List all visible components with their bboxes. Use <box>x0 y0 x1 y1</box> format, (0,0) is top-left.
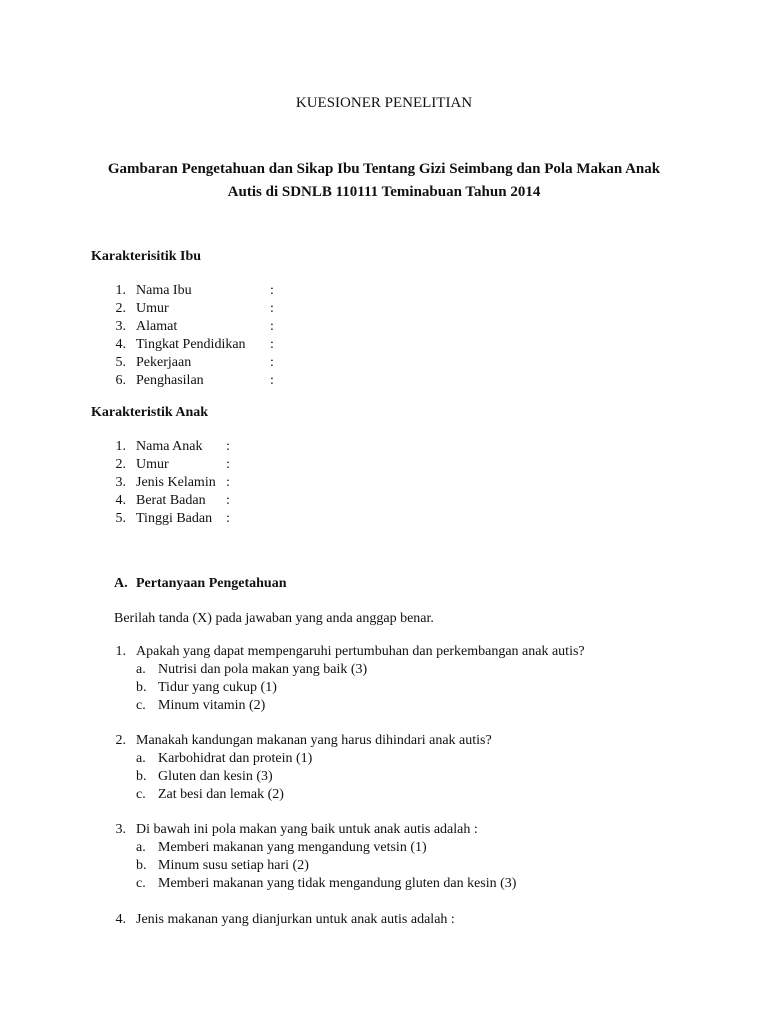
item-label: Nama Ibu <box>136 283 192 298</box>
option-text: Memberi makanan yang mengandung vetsin (1) <box>158 840 427 855</box>
item-colon: : <box>226 493 230 508</box>
item-colon: : <box>226 511 230 526</box>
item-number: 2. <box>115 457 126 472</box>
option-text: Tidur yang cukup (1) <box>158 680 277 695</box>
option-letter: b. <box>136 769 147 784</box>
option-letter: c. <box>136 698 146 713</box>
subtitle-line-1: Gambaran Pengetahuan dan Sikap Ibu Tentang Gizi Seimbang dan Pola Makan Anak <box>107 161 661 177</box>
anak-heading: Karakteristik Anak <box>91 405 209 420</box>
item-label: Pekerjaan <box>136 355 192 370</box>
item-colon: : <box>226 439 230 454</box>
option-text: Minum vitamin (2) <box>158 698 266 713</box>
question-text: Jenis makanan yang dianjurkan untuk anak autis adalah : <box>136 912 455 927</box>
item-label: Jenis Kelamin <box>136 475 216 490</box>
option-text: Zat besi dan lemak (2) <box>158 787 284 802</box>
item-colon: : <box>270 301 274 316</box>
option-text: Gluten dan kesin (3) <box>158 769 273 784</box>
item-number: 4. <box>115 337 126 352</box>
section-letter: A. <box>114 576 128 591</box>
item-number: 2. <box>115 301 126 316</box>
question-number: 4. <box>115 912 126 927</box>
question-number: 3. <box>115 822 126 837</box>
option-letter: a. <box>136 751 146 766</box>
item-number: 6. <box>115 373 126 388</box>
option-text: Karbohidrat dan protein (1) <box>158 751 313 766</box>
question-text: Apakah yang dapat mempengaruhi pertumbuhan dan perkembangan anak autis? <box>136 644 585 659</box>
ibu-heading: Karakterisitik Ibu <box>91 249 202 264</box>
option-letter: c. <box>136 876 146 891</box>
question-text: Di bawah ini pola makan yang baik untuk anak autis adalah : <box>136 822 478 837</box>
question-number: 2. <box>115 733 126 748</box>
option-text: Minum susu setiap hari (2) <box>158 858 309 873</box>
question-text: Manakah kandungan makanan yang harus dihindari anak autis? <box>136 733 492 748</box>
document-title: KUESIONER PENELITIAN <box>295 95 473 111</box>
section-heading: Pertanyaan Pengetahuan <box>136 576 287 591</box>
item-colon: : <box>270 355 274 370</box>
item-colon: : <box>226 457 230 472</box>
item-label: Nama Anak <box>136 439 203 454</box>
item-number: 3. <box>115 475 126 490</box>
option-letter: b. <box>136 680 147 695</box>
item-label: Alamat <box>136 319 178 334</box>
item-colon: : <box>226 475 230 490</box>
question-number: 1. <box>115 644 126 659</box>
item-label: Tingkat Pendidikan <box>136 337 246 352</box>
instruction-text: Berilah tanda (X) pada jawaban yang anda anggap benar. <box>114 611 434 626</box>
item-colon: : <box>270 319 274 334</box>
option-text: Memberi makanan yang tidak mengandung gluten dan kesin (3) <box>158 876 517 891</box>
item-colon: : <box>270 337 274 352</box>
item-label: Berat Badan <box>136 493 206 508</box>
option-letter: c. <box>136 787 146 802</box>
item-label: Tinggi Badan <box>136 511 213 526</box>
item-label: Penghasilan <box>136 373 204 388</box>
item-number: 1. <box>115 283 126 298</box>
subtitle-line-2: Autis di SDNLB 110111 Teminabuan Tahun 2014 <box>227 184 541 200</box>
item-label: Umur <box>136 457 169 472</box>
option-letter: b. <box>136 858 147 873</box>
item-colon: : <box>270 283 274 298</box>
option-text: Nutrisi dan pola makan yang baik (3) <box>158 662 368 677</box>
item-colon: : <box>270 373 274 388</box>
item-label: Umur <box>136 301 169 316</box>
option-letter: a. <box>136 662 146 677</box>
item-number: 5. <box>115 355 126 370</box>
item-number: 4. <box>115 493 126 508</box>
item-number: 5. <box>115 511 126 526</box>
option-letter: a. <box>136 840 146 855</box>
item-number: 1. <box>115 439 126 454</box>
item-number: 3. <box>115 319 126 334</box>
